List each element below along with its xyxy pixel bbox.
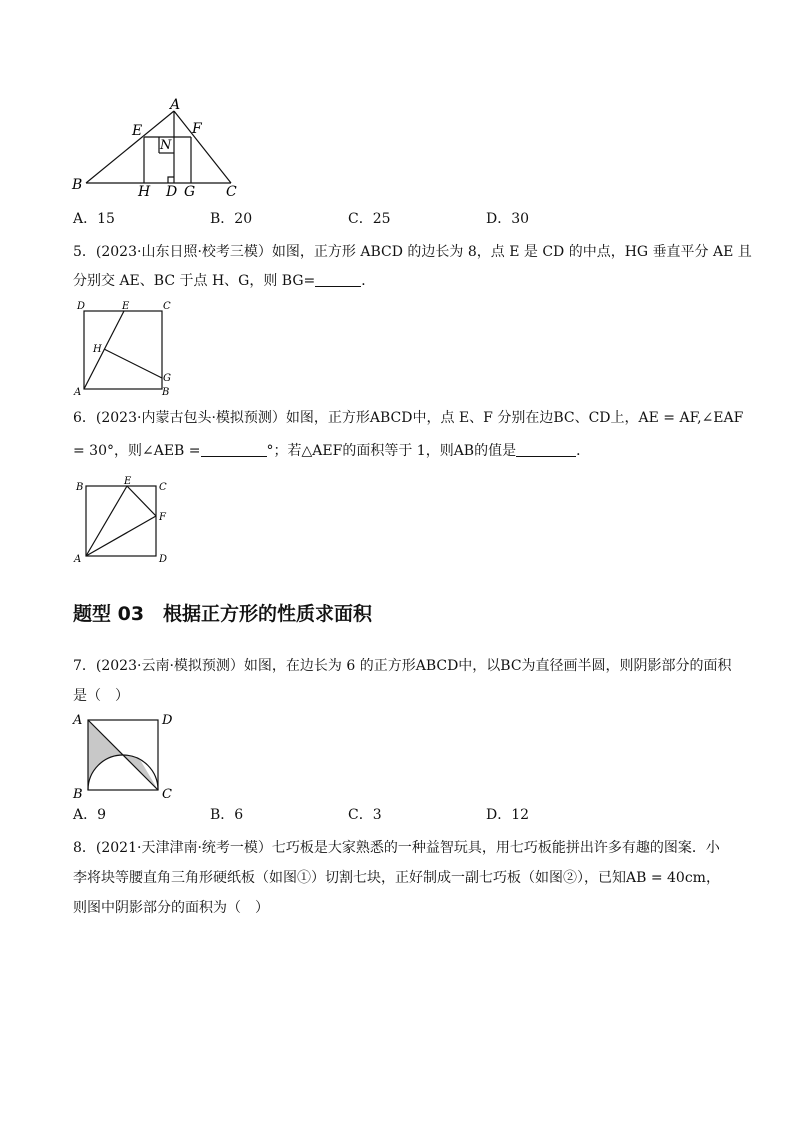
q8-line-1: 8．(2021·天津津南·统考一模）七巧板是大家熟悉的一种益智玩具，用七巧板能拼出许多有趣的图案．小 xyxy=(73,840,720,856)
label-H: H xyxy=(93,344,102,355)
q6-line-2-b: °；若△AEF的面积等于 1，则AB的值是 xyxy=(266,443,517,459)
label-H: H xyxy=(138,184,151,200)
q6-line-2-a: = 30°，则∠AEB = xyxy=(73,443,201,459)
section-title: 题型 03 根据正方形的性质求面积 xyxy=(73,603,373,625)
label-E: E xyxy=(122,301,130,312)
label-A: A xyxy=(73,713,83,728)
label-A: A xyxy=(170,97,181,113)
q4-option-a: A．15 xyxy=(73,211,115,227)
q4-option-b: B．20 xyxy=(210,211,253,227)
q7-option-d: D．12 xyxy=(486,807,530,823)
figure-q5 xyxy=(70,296,185,398)
q7-line-2: 是（ ） xyxy=(73,688,129,704)
label-C: C xyxy=(163,301,171,312)
label-C: C xyxy=(162,787,172,802)
label-A: A xyxy=(74,554,82,565)
q6-line-2 xyxy=(73,441,590,461)
q4-option-c: C．25 xyxy=(348,211,391,227)
q8-line-2: 李将块等腰直角三角形硬纸板（如图①）切割七块，正好制成一副七巧板（如图②），已知AB = 40cm， xyxy=(73,870,720,886)
q6-answer-blank-1 xyxy=(201,442,267,457)
q5-line-2-after: ． xyxy=(361,273,376,289)
label-D: D xyxy=(162,713,173,728)
label-A: A xyxy=(74,387,82,398)
q5-answer-blank xyxy=(315,272,361,287)
q8-line-3: 则图中阴影部分的面积为（ ） xyxy=(73,900,269,916)
label-D: D xyxy=(77,301,86,312)
q7-option-a: A．9 xyxy=(73,807,107,823)
figure-q7 xyxy=(70,710,185,802)
label-B: B xyxy=(76,482,84,493)
label-G: G xyxy=(163,373,171,384)
q6-answer-blank-2 xyxy=(516,442,576,457)
label-C: C xyxy=(226,184,237,200)
label-F: F xyxy=(159,512,166,523)
label-E: E xyxy=(124,476,132,487)
q7-option-b: B．6 xyxy=(210,807,244,823)
label-B: B xyxy=(73,787,83,802)
label-G: G xyxy=(184,184,196,200)
q6-line-2-c: ． xyxy=(576,443,591,459)
label-B: B xyxy=(72,177,83,193)
q5-line-2 xyxy=(73,271,375,291)
figure-q4 xyxy=(66,95,256,200)
q7-option-c: C．3 xyxy=(348,807,382,823)
label-E: E xyxy=(132,123,143,139)
label-B: B xyxy=(162,387,170,398)
q7-line-1: 7．(2023·云南·模拟预测）如图，在边长为 6 的正方形ABCD中，以BC为直径画半圆，则阴影部分的面积 xyxy=(73,658,732,674)
q6-line-1: 6．(2023·内蒙古包头·模拟预测）如图，正方形ABCD中，点 E、F 分别在边BC、CD上，AE = AF,∠EAF xyxy=(73,410,744,426)
label-N: N xyxy=(160,138,172,153)
label-F: F xyxy=(192,121,202,137)
q5-line-1: 5．(2023·山东日照·校考三模）如图，正方形 ABCD 的边长为 8，点 E 是 CD 的中点，HG 垂直平分 AE 且 xyxy=(73,244,752,260)
label-D: D xyxy=(159,554,168,565)
q5-line-2-before: 分别交 AE、BC 于点 H、G，则 BG= xyxy=(73,273,316,289)
figure-q6 xyxy=(70,474,185,566)
label-C: C xyxy=(159,482,167,493)
q4-option-d: D．30 xyxy=(486,211,530,227)
label-D: D xyxy=(166,184,178,200)
